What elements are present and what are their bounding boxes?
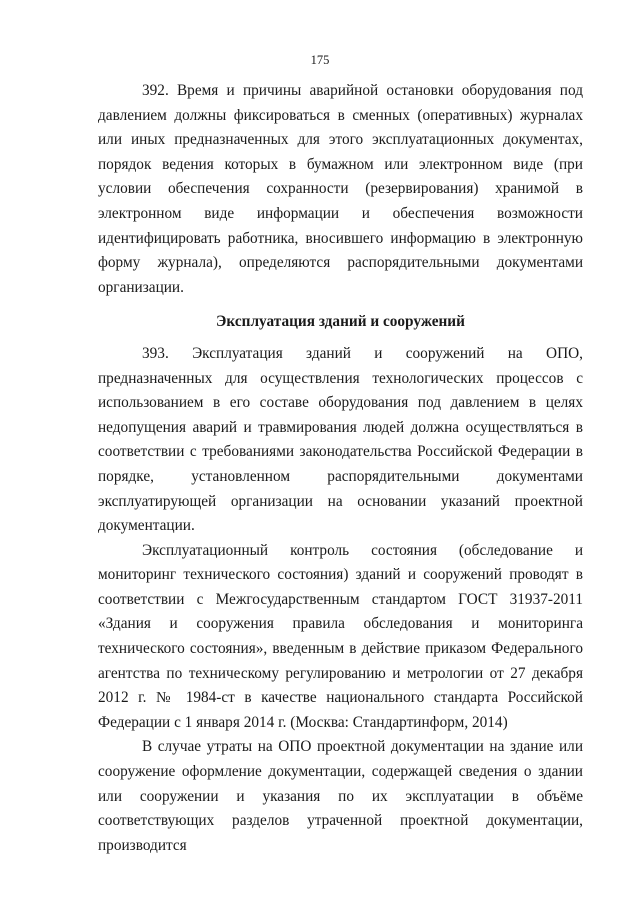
- section-heading: Эксплуатация зданий и сооружений: [216, 313, 465, 331]
- paragraph-393: 393. Эксплуатация зданий и сооружений на ОПО, предназначенных для осуществления технологических процессов с использованием в его составе оборудования под давлением в целях недопущения аварий и травмирования людей должна осуществляться в соответствии с требованиями законодательства Российской Федерации в порядке, установленном распорядительными документами эксплуатирующей организации на основании указаний проектной документации.: [98, 344, 583, 535]
- paragraph-documentation-loss: В случае утраты на ОПО проектной документации на здание или сооружение оформление документации, содержащей сведения о здании или сооружении и указания по их эксплуатации в объёме соответствующих разделов утраченной проектной документации, производится: [98, 738, 583, 854]
- page-content: [98, 79, 583, 858]
- paragraph-392: 392. Время и причины аварийной остановки оборудования под давлением должны фиксироваться в сменных (оперативных) журналах или иных предназначенных для этого эксплуатационных документах, порядок ведения которых в бумажном или электронном виде (при условии обеспечения сохранности (резервирования) хранимой в электронном виде информации и обеспечения возможности идентифицировать работника, вносившего информацию в электронную форму журнала), определяются распорядительными документами организации.: [98, 82, 583, 296]
- paragraph-operational-control: Эксплуатационный контроль состояния (обследование и мониторинг технического состояния) зданий и сооружений проводят в соответствии с Межгосударственным стандартом ГОСТ 31937-2011 «Здания и сооружения правила обследования и мониторинга технического состояния», введенным в действие приказом Федерального агентства по техническому регулированию и метрологии от 27 декабря 2012 г. № 1984-ст в качестве национального стандарта Российской Федерации с 1 января 2014 г. (Москва: Стандартинформ, 2014): [98, 541, 583, 731]
- page-number: 175: [310, 53, 330, 67]
